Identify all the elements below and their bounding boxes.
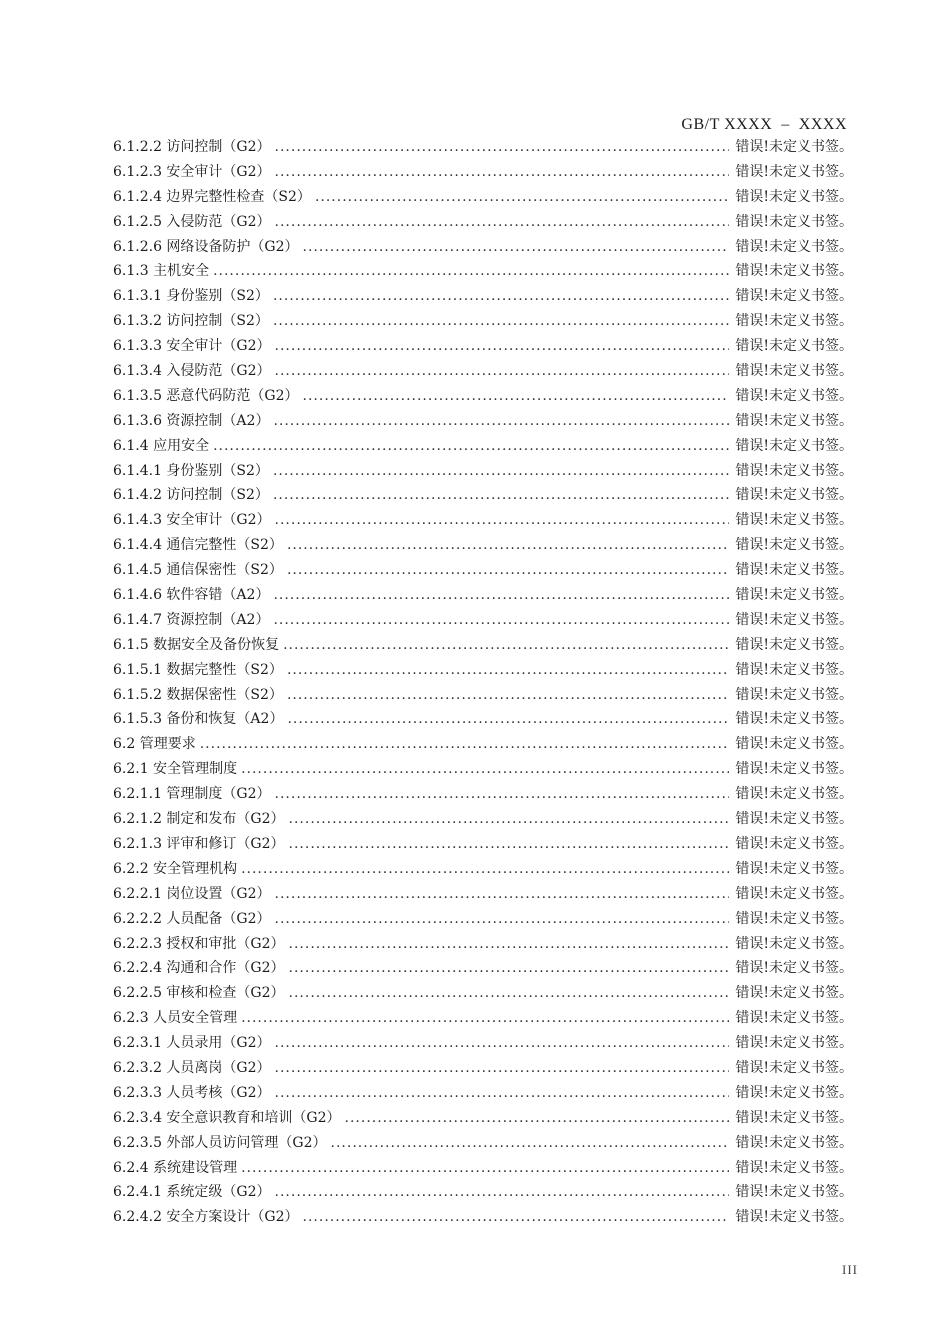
dot-leader — [241, 757, 729, 782]
dot-leader — [275, 135, 730, 160]
toc-entry-label: 6.2.3 人员安全管理 — [113, 1010, 238, 1027]
toc-entry-page-ref: 错误!未定义书签。 — [735, 935, 853, 952]
dot-leader — [275, 210, 730, 235]
toc-entry-label: 6.1.4.1 身份鉴别（S2） — [113, 462, 269, 479]
dot-leader — [275, 1031, 730, 1056]
toc-entry-page-ref: 错误!未定义书签。 — [735, 1159, 853, 1176]
toc-entry-page-ref: 错误!未定义书签。 — [735, 338, 853, 355]
toc-entry[interactable] — [113, 633, 853, 658]
toc-entry-label: 6.2.2 安全管理机构 — [113, 860, 238, 877]
toc-entry-page-ref: 错误!未定义书签。 — [735, 512, 853, 529]
toc-entry-label: 6.2.1.1 管理制度（G2） — [113, 786, 271, 803]
toc-entry[interactable] — [113, 857, 853, 882]
toc-entry-label: 6.1.4 应用安全 — [113, 437, 210, 454]
dot-leader — [275, 1180, 730, 1205]
toc-entry-label: 6.1.5.1 数据完整性（S2） — [113, 661, 283, 678]
toc-entry[interactable] — [113, 1056, 853, 1081]
toc-entry-page-ref: 错误!未定义书签。 — [735, 1109, 853, 1126]
document-header: GB/T XXXX – XXXX — [681, 116, 847, 133]
dot-leader — [287, 558, 729, 583]
toc-entry[interactable] — [113, 235, 853, 260]
toc-entry-page-ref: 错误!未定义书签。 — [735, 736, 853, 753]
toc-entry-page-ref: 错误!未定义书签。 — [735, 661, 853, 678]
toc-entry[interactable] — [113, 1156, 853, 1181]
toc-entry-page-ref: 错误!未定义书签。 — [735, 860, 853, 877]
dot-leader — [303, 384, 730, 409]
page-number: III — [842, 1262, 858, 1277]
toc-entry-page-ref: 错误!未定义书签。 — [735, 686, 853, 703]
toc-entry-label: 6.1.4.3 安全审计（G2） — [113, 512, 271, 529]
toc-entry-page-ref: 错误!未定义书签。 — [735, 1184, 853, 1201]
toc-entry-label: 6.2.1 安全管理制度 — [113, 761, 238, 778]
toc-entry-label: 6.1.4.2 访问控制（S2） — [113, 487, 269, 504]
dot-leader — [287, 533, 729, 558]
toc-entry-label: 6.1.3.1 身份鉴别（S2） — [113, 288, 269, 305]
toc-entry-label: 6.1.4.7 资源控制（A2） — [113, 611, 270, 628]
dot-leader — [289, 807, 730, 832]
dot-leader — [241, 1156, 729, 1181]
toc-entry-label: 6.1.3.6 资源控制（A2） — [113, 412, 270, 429]
dot-leader — [213, 434, 729, 459]
toc-entry[interactable] — [113, 807, 853, 832]
toc-entry[interactable] — [113, 658, 853, 683]
toc-entry-label: 6.1.4.5 通信保密性（S2） — [113, 562, 283, 579]
toc-entry-label: 6.1.5.3 备份和恢复（A2） — [113, 711, 284, 728]
toc-entry[interactable] — [113, 707, 853, 732]
toc-entry-page-ref: 错误!未定义书签。 — [735, 1010, 853, 1027]
toc-entry-label: 6.2.1.3 评审和修订（G2） — [113, 835, 285, 852]
toc-entry-page-ref: 错误!未定义书签。 — [735, 1035, 853, 1052]
toc-entry-label: 6.2 管理要求 — [113, 736, 196, 753]
toc-entry-page-ref: 错误!未定义书签。 — [735, 835, 853, 852]
toc-entry-label: 6.1.3 主机安全 — [113, 263, 210, 280]
toc-entry-page-ref: 错误!未定义书签。 — [735, 1134, 853, 1151]
toc-entry-page-ref: 错误!未定义书签。 — [735, 487, 853, 504]
dot-leader — [273, 608, 729, 633]
toc-entry-label: 6.1.3.5 恶意代码防范（G2） — [113, 387, 299, 404]
toc-entry[interactable] — [113, 185, 853, 210]
dot-leader — [275, 882, 730, 907]
toc-entry[interactable] — [113, 1205, 853, 1230]
toc-entry-page-ref: 错误!未定义书签。 — [735, 985, 853, 1002]
dot-leader — [275, 1056, 730, 1081]
toc-entry[interactable] — [113, 1031, 853, 1056]
dot-leader — [273, 483, 729, 508]
toc-entry-label: 6.1.2.3 安全审计（G2） — [113, 163, 271, 180]
toc-entry-label: 6.1.5 数据安全及备份恢复 — [113, 636, 280, 653]
toc-entry[interactable] — [113, 1131, 853, 1156]
toc-entry-label: 6.1.3.2 访问控制（S2） — [113, 313, 269, 330]
dot-leader — [273, 284, 729, 309]
dot-leader — [289, 932, 730, 957]
toc-entry-page-ref: 错误!未定义书签。 — [735, 811, 853, 828]
toc-entry-label: 6.1.4.6 软件容错（A2） — [113, 587, 270, 604]
toc-entry[interactable] — [113, 384, 853, 409]
dot-leader — [241, 857, 729, 882]
toc-entry-page-ref: 错误!未定义书签。 — [735, 1084, 853, 1101]
toc-entry-page-ref: 错误!未定义书签。 — [735, 288, 853, 305]
dot-leader — [287, 658, 729, 683]
toc-entry-label: 6.2.2.1 岗位设置（G2） — [113, 885, 271, 902]
dot-leader — [275, 160, 730, 185]
toc-entry-label: 6.1.5.2 数据保密性（S2） — [113, 686, 283, 703]
dot-leader — [275, 359, 730, 384]
toc-entry-label: 6.2.2.4 沟通和合作（G2） — [113, 960, 285, 977]
toc-entry-page-ref: 错误!未定义书签。 — [735, 611, 853, 628]
toc-entry[interactable] — [113, 334, 853, 359]
toc-entry-label: 6.2.3.4 安全意识教育和培训（G2） — [113, 1109, 341, 1126]
dot-leader — [273, 409, 729, 434]
toc-entry[interactable] — [113, 782, 853, 807]
toc-entry-page-ref: 错误!未定义书签。 — [735, 761, 853, 778]
dot-leader — [289, 956, 730, 981]
dot-leader — [213, 259, 729, 284]
toc-entry-page-ref: 错误!未定义书签。 — [735, 587, 853, 604]
dot-leader — [275, 1081, 730, 1106]
toc-entry-label: 6.2.2.3 授权和审批（G2） — [113, 935, 285, 952]
toc-entry-label: 6.2.3.5 外部人员访问管理（G2） — [113, 1134, 327, 1151]
toc-entry[interactable] — [113, 956, 853, 981]
toc-entry-page-ref: 错误!未定义书签。 — [735, 1059, 853, 1076]
toc-entry-page-ref: 错误!未定义书签。 — [735, 139, 853, 155]
toc-entry-label: 6.1.2.5 入侵防范（G2） — [113, 213, 271, 230]
toc-entry[interactable] — [113, 1081, 853, 1106]
toc-entry-page-ref: 错误!未定义书签。 — [735, 636, 853, 653]
toc-entry-label: 6.2.3.3 人员考核（G2） — [113, 1084, 271, 1101]
toc-entry[interactable] — [113, 533, 853, 558]
toc-entry-page-ref: 错误!未定义书签。 — [735, 437, 853, 454]
toc-entry-page-ref: 错误!未定义书签。 — [735, 238, 853, 255]
toc-entry[interactable] — [113, 583, 853, 608]
toc-entry[interactable] — [113, 832, 853, 857]
toc-entry-page-ref: 错误!未定义书签。 — [735, 163, 853, 180]
dot-leader — [241, 1006, 729, 1031]
dot-leader — [289, 981, 730, 1006]
toc-entry-page-ref: 错误!未定义书签。 — [735, 363, 853, 380]
toc-entry[interactable] — [113, 608, 853, 633]
toc-entry-label: 6.2.4.2 安全方案设计（G2） — [113, 1209, 299, 1226]
toc-entry[interactable] — [113, 683, 853, 708]
toc-entry[interactable] — [113, 135, 853, 160]
dot-leader — [331, 1131, 730, 1156]
toc-entry-page-ref: 错误!未定义书签。 — [735, 537, 853, 554]
toc-entry[interactable] — [113, 1006, 853, 1031]
toc-entry[interactable] — [113, 907, 853, 932]
toc-entry-page-ref: 错误!未定义书签。 — [735, 188, 853, 205]
toc-entry[interactable] — [113, 558, 853, 583]
toc-entry-page-ref: 错误!未定义书签。 — [735, 213, 853, 230]
toc-entry[interactable] — [113, 409, 853, 434]
toc-entry[interactable] — [113, 1180, 853, 1205]
toc-entry-page-ref: 错误!未定义书签。 — [735, 263, 853, 280]
toc-entry[interactable] — [113, 160, 853, 185]
toc-entry-label: 6.2.4.1 系统定级（G2） — [113, 1184, 271, 1201]
dot-leader — [287, 707, 729, 732]
toc-entry-label: 6.2.2.2 人员配备（G2） — [113, 910, 271, 927]
toc-entry-page-ref: 错误!未定义书签。 — [735, 412, 853, 429]
toc-entry[interactable] — [113, 1106, 853, 1131]
dot-leader — [275, 907, 730, 932]
toc-entry-page-ref: 错误!未定义书签。 — [735, 960, 853, 977]
toc-entry-page-ref: 错误!未定义书签。 — [735, 462, 853, 479]
toc-entry[interactable] — [113, 757, 853, 782]
toc-entry[interactable] — [113, 309, 853, 334]
toc-entry[interactable] — [113, 882, 853, 907]
toc-entry[interactable] — [113, 359, 853, 384]
dot-leader — [345, 1106, 730, 1131]
toc-entry-page-ref: 错误!未定义书签。 — [735, 711, 853, 728]
toc-entry-label: 6.1.4.4 通信完整性（S2） — [113, 537, 283, 554]
toc-entry-page-ref: 错误!未定义书签。 — [735, 562, 853, 579]
dot-leader — [273, 459, 729, 484]
toc-entry[interactable] — [113, 981, 853, 1006]
toc-entry-label: 6.2.3.2 人员离岗（G2） — [113, 1059, 271, 1076]
toc-entry-label: 6.2.4 系统建设管理 — [113, 1159, 238, 1176]
dot-leader — [315, 185, 729, 210]
toc-entry-label: 6.1.2.6 网络设备防护（G2） — [113, 238, 299, 255]
dot-leader — [275, 334, 730, 359]
toc-entry[interactable] — [113, 508, 853, 533]
table-of-contents — [113, 135, 853, 1230]
toc-entry-page-ref: 错误!未定义书签。 — [735, 885, 853, 902]
dot-leader — [275, 508, 730, 533]
toc-entry-label: 6.2.3.1 人员录用（G2） — [113, 1035, 271, 1052]
dot-leader — [289, 832, 730, 857]
toc-entry-label: 6.1.3.4 入侵防范（G2） — [113, 363, 271, 380]
toc-entry[interactable] — [113, 459, 853, 484]
toc-entry-label: 6.1.3.3 安全审计（G2） — [113, 338, 271, 355]
toc-entry[interactable] — [113, 732, 853, 757]
dot-leader — [303, 235, 730, 260]
toc-entry-page-ref: 错误!未定义书签。 — [735, 387, 853, 404]
toc-entry-page-ref: 错误!未定义书签。 — [735, 1209, 853, 1226]
dot-leader — [283, 633, 729, 658]
toc-entry[interactable] — [113, 284, 853, 309]
dot-leader — [273, 583, 729, 608]
toc-entry-page-ref: 错误!未定义书签。 — [735, 313, 853, 330]
toc-entry-label: 6.1.2.4 边界完整性检查（S2） — [113, 188, 311, 205]
toc-entry-page-ref: 错误!未定义书签。 — [735, 910, 853, 927]
dot-leader — [273, 309, 729, 334]
dot-leader — [275, 782, 730, 807]
toc-entry[interactable] — [113, 434, 853, 459]
toc-entry[interactable] — [113, 259, 853, 284]
dot-leader — [287, 683, 729, 708]
toc-entry-label: 6.2.1.2 制定和发布（G2） — [113, 811, 285, 828]
toc-entry-page-ref: 错误!未定义书签。 — [735, 786, 853, 803]
dot-leader — [303, 1205, 730, 1230]
toc-entry[interactable] — [113, 932, 853, 957]
dot-leader — [200, 732, 730, 757]
toc-entry[interactable] — [113, 210, 853, 235]
toc-entry-label: 6.2.2.5 审核和检查（G2） — [113, 985, 285, 1002]
toc-entry[interactable] — [113, 483, 853, 508]
toc-entry-label: 6.1.2.2 访问控制（G2） — [113, 139, 271, 155]
